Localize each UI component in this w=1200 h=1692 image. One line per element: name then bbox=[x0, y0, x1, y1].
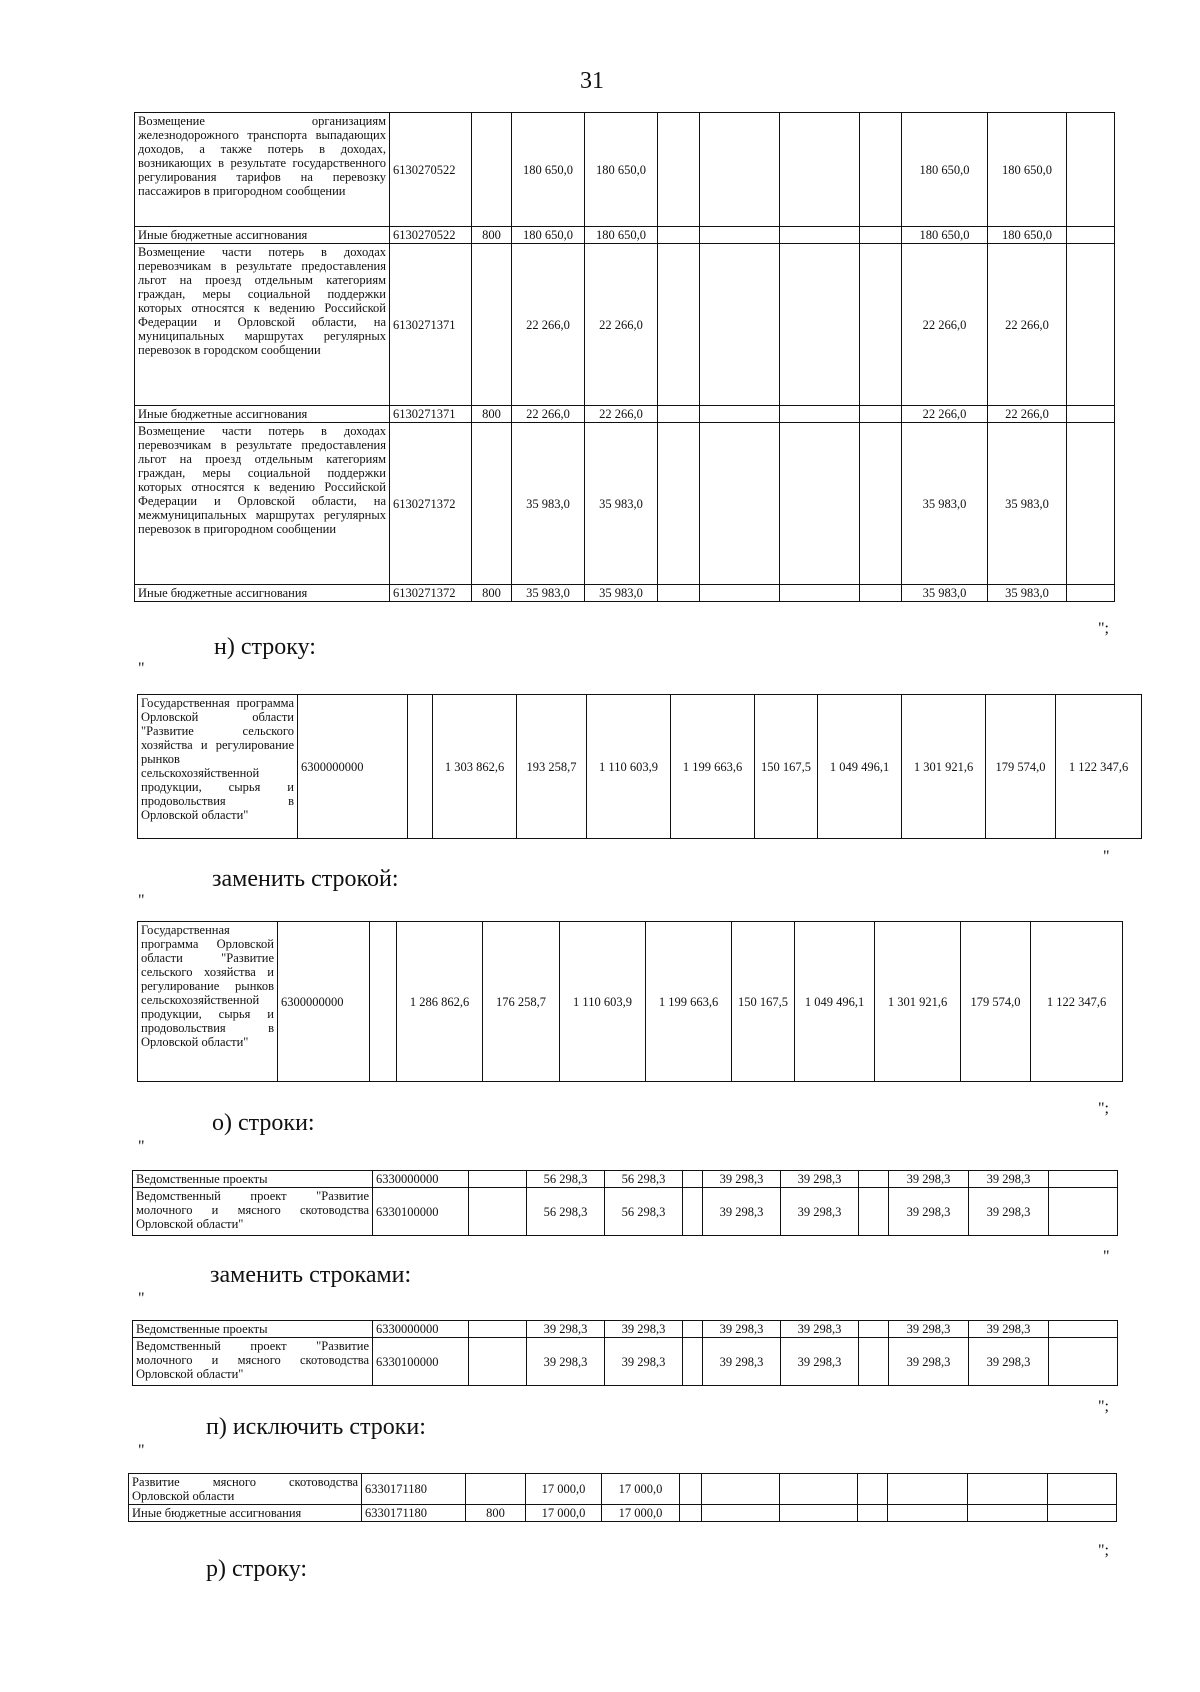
row-empty bbox=[1049, 1171, 1118, 1188]
row-value: 35 983,0 bbox=[988, 423, 1067, 585]
row-empty bbox=[700, 585, 780, 602]
row-empty bbox=[860, 585, 902, 602]
table-row bbox=[133, 1338, 1118, 1386]
row-value: 56 298,3 bbox=[527, 1188, 605, 1236]
row-empty bbox=[658, 244, 700, 406]
program-value: 1 049 496,1 bbox=[795, 922, 875, 1082]
row-empty bbox=[968, 1505, 1048, 1522]
row-name: Ведомственные проекты bbox=[133, 1171, 373, 1188]
row-empty bbox=[700, 244, 780, 406]
row-empty bbox=[860, 227, 902, 244]
row-value: 17 000,0 bbox=[602, 1505, 680, 1522]
opening-quote: " bbox=[138, 1138, 145, 1155]
row-empty bbox=[700, 227, 780, 244]
row-value: 56 298,3 bbox=[605, 1171, 683, 1188]
row-name: Возмещение части потерь в доходах перевозчикам в результате предоставления льгот на проезд отдельным категориям граждан, меры социальной поддержки которых относятся к ведению Российской Федерации и Орловской области, на межмуниципальных маршрутах регулярных перевозок в пригородном сообщении bbox=[135, 423, 390, 585]
section-heading-replace: заменить строкой: bbox=[212, 866, 399, 892]
row-value: 39 298,3 bbox=[605, 1321, 683, 1338]
row-empty bbox=[780, 1505, 858, 1522]
program-vr bbox=[370, 922, 397, 1082]
row-empty bbox=[1067, 227, 1115, 244]
row-value: 22 266,0 bbox=[902, 406, 988, 423]
row-vr bbox=[469, 1338, 527, 1386]
row-value: 39 298,3 bbox=[703, 1171, 781, 1188]
row-value: 39 298,3 bbox=[703, 1338, 781, 1386]
section-heading-n: н) строку: bbox=[214, 634, 316, 660]
table-row bbox=[138, 695, 1142, 839]
row-empty bbox=[780, 423, 860, 585]
page-number: 31 bbox=[580, 68, 604, 94]
row-empty bbox=[683, 1321, 703, 1338]
row-code: 6330100000 bbox=[373, 1338, 469, 1386]
row-empty bbox=[1067, 406, 1115, 423]
row-empty bbox=[860, 113, 902, 227]
row-value: 35 983,0 bbox=[585, 423, 658, 585]
row-code: 6130271372 bbox=[390, 423, 472, 585]
row-vr: 800 bbox=[472, 585, 512, 602]
table-row bbox=[135, 406, 1115, 423]
program-value: 1 110 603,9 bbox=[587, 695, 671, 839]
row-value: 22 266,0 bbox=[512, 406, 585, 423]
table-row bbox=[133, 1321, 1118, 1338]
row-value: 35 983,0 bbox=[902, 423, 988, 585]
row-name: Развитие мясного скотоводства Орловской области bbox=[129, 1474, 362, 1505]
row-empty bbox=[1049, 1188, 1118, 1236]
row-empty bbox=[780, 244, 860, 406]
row-value: 39 298,3 bbox=[889, 1321, 969, 1338]
row-empty bbox=[1049, 1321, 1118, 1338]
row-value: 39 298,3 bbox=[969, 1338, 1049, 1386]
row-value: 39 298,3 bbox=[889, 1171, 969, 1188]
program-value: 1 049 496,1 bbox=[818, 695, 902, 839]
program-name: Государственная программа Орловской области "Развитие сельского хозяйства и регулирование рынков сельскохозяйственной продукции, сырья и продовольствия в Орловской области" bbox=[138, 922, 278, 1082]
row-empty bbox=[680, 1474, 702, 1505]
row-vr bbox=[469, 1171, 527, 1188]
row-value: 180 650,0 bbox=[585, 227, 658, 244]
closing-quote: "; bbox=[1098, 1542, 1109, 1559]
row-empty bbox=[860, 406, 902, 423]
row-empty bbox=[780, 113, 860, 227]
row-code: 6130270522 bbox=[390, 227, 472, 244]
row-name: Иные бюджетные ассигнования bbox=[135, 227, 390, 244]
closing-quote: " bbox=[1103, 1248, 1110, 1265]
row-value: 180 650,0 bbox=[512, 113, 585, 227]
program-value: 1 199 663,6 bbox=[671, 695, 755, 839]
row-value: 22 266,0 bbox=[988, 244, 1067, 406]
closing-quote: "; bbox=[1098, 620, 1109, 637]
row-value: 39 298,3 bbox=[781, 1338, 859, 1386]
row-value: 56 298,3 bbox=[527, 1171, 605, 1188]
row-empty bbox=[658, 406, 700, 423]
row-vr bbox=[469, 1188, 527, 1236]
row-value: 39 298,3 bbox=[605, 1338, 683, 1386]
table-row bbox=[135, 423, 1115, 585]
program-value: 1 122 347,6 bbox=[1056, 695, 1142, 839]
program-code: 6300000000 bbox=[298, 695, 408, 839]
row-value: 180 650,0 bbox=[585, 113, 658, 227]
row-empty bbox=[700, 406, 780, 423]
row-vr: 800 bbox=[472, 406, 512, 423]
row-value: 17 000,0 bbox=[526, 1505, 602, 1522]
row-empty bbox=[1049, 1338, 1118, 1386]
row-name: Ведомственные проекты bbox=[133, 1321, 373, 1338]
row-empty bbox=[683, 1188, 703, 1236]
row-empty bbox=[858, 1505, 888, 1522]
row-empty bbox=[780, 585, 860, 602]
program-vr bbox=[408, 695, 433, 839]
row-value: 56 298,3 bbox=[605, 1188, 683, 1236]
row-value: 22 266,0 bbox=[902, 244, 988, 406]
row-value: 35 983,0 bbox=[585, 585, 658, 602]
row-value: 35 983,0 bbox=[988, 585, 1067, 602]
row-vr bbox=[466, 1474, 526, 1505]
row-code: 6130271371 bbox=[390, 244, 472, 406]
row-value: 39 298,3 bbox=[781, 1321, 859, 1338]
row-empty bbox=[859, 1321, 889, 1338]
row-code: 6330171180 bbox=[362, 1505, 466, 1522]
row-empty bbox=[780, 227, 860, 244]
row-value: 180 650,0 bbox=[902, 227, 988, 244]
table-row bbox=[135, 585, 1115, 602]
program-value: 179 574,0 bbox=[986, 695, 1056, 839]
opening-quote: " bbox=[138, 1290, 145, 1307]
budget-table-program-replacement bbox=[137, 921, 1123, 1082]
row-empty bbox=[658, 227, 700, 244]
table-row bbox=[135, 113, 1115, 227]
row-value: 17 000,0 bbox=[526, 1474, 602, 1505]
row-empty bbox=[700, 423, 780, 585]
closing-quote: "; bbox=[1098, 1398, 1109, 1415]
row-value: 180 650,0 bbox=[512, 227, 585, 244]
row-empty bbox=[1067, 423, 1115, 585]
table-row bbox=[129, 1505, 1117, 1522]
row-value: 39 298,3 bbox=[527, 1338, 605, 1386]
row-empty bbox=[888, 1474, 968, 1505]
row-empty bbox=[658, 585, 700, 602]
program-value: 1 286 862,6 bbox=[397, 922, 483, 1082]
row-value: 22 266,0 bbox=[988, 406, 1067, 423]
row-empty bbox=[968, 1474, 1048, 1505]
row-empty bbox=[702, 1505, 780, 1522]
row-empty bbox=[1048, 1505, 1117, 1522]
row-vr: 800 bbox=[466, 1505, 526, 1522]
budget-table-program-original bbox=[137, 694, 1142, 839]
budget-table-projects-original bbox=[132, 1170, 1118, 1236]
row-empty bbox=[1067, 585, 1115, 602]
row-empty bbox=[780, 406, 860, 423]
program-code: 6300000000 bbox=[278, 922, 370, 1082]
table-row bbox=[129, 1474, 1117, 1505]
row-name: Иные бюджетные ассигнования bbox=[135, 585, 390, 602]
row-value: 22 266,0 bbox=[585, 406, 658, 423]
row-vr: 800 bbox=[472, 227, 512, 244]
program-name: Государственная программа Орловской области "Развитие сельского хозяйства и регулирование рынков сельскохозяйственной продукции, сырья и продовольствия в Орловской области" bbox=[138, 695, 298, 839]
table-row bbox=[138, 922, 1123, 1082]
row-code: 6130270522 bbox=[390, 113, 472, 227]
program-value: 1 122 347,6 bbox=[1031, 922, 1123, 1082]
closing-quote: "; bbox=[1098, 1100, 1109, 1117]
section-heading-replace-rows: заменить строками: bbox=[210, 1262, 412, 1288]
row-empty bbox=[888, 1505, 968, 1522]
row-empty bbox=[858, 1474, 888, 1505]
opening-quote: " bbox=[138, 1442, 145, 1459]
row-value: 39 298,3 bbox=[703, 1188, 781, 1236]
table-row bbox=[133, 1171, 1118, 1188]
row-value: 180 650,0 bbox=[902, 113, 988, 227]
section-heading-r: р) строку: bbox=[206, 1556, 308, 1582]
row-empty bbox=[1048, 1474, 1117, 1505]
row-empty bbox=[859, 1338, 889, 1386]
program-value: 1 301 921,6 bbox=[902, 695, 986, 839]
budget-table-projects-replacement bbox=[132, 1320, 1118, 1386]
opening-quote: " bbox=[138, 660, 145, 677]
row-empty bbox=[860, 423, 902, 585]
row-value: 39 298,3 bbox=[703, 1321, 781, 1338]
row-name: Иные бюджетные ассигнования bbox=[129, 1505, 362, 1522]
row-value: 39 298,3 bbox=[781, 1171, 859, 1188]
row-empty bbox=[658, 113, 700, 227]
section-heading-p: п) исключить строки: bbox=[206, 1414, 426, 1440]
row-empty bbox=[700, 113, 780, 227]
row-name: Иные бюджетные ассигнования bbox=[135, 406, 390, 423]
row-value: 35 983,0 bbox=[512, 585, 585, 602]
row-empty bbox=[1067, 244, 1115, 406]
budget-table-excluded-rows bbox=[128, 1473, 1117, 1522]
row-name: Возмещение части потерь в доходах перевозчикам в результате предоставления льгот на проезд отдельным категориям граждан, меры социальной поддержки которых относятся к ведению Российской Федерации и Орловской области, на муниципальных маршрутах регулярных перевозок в городском сообщении bbox=[135, 244, 390, 406]
row-vr bbox=[472, 244, 512, 406]
row-value: 35 983,0 bbox=[902, 585, 988, 602]
row-code: 6330171180 bbox=[362, 1474, 466, 1505]
program-value: 150 167,5 bbox=[755, 695, 818, 839]
row-code: 6130271371 bbox=[390, 406, 472, 423]
row-name: Ведомственный проект "Развитие молочного и мясного скотоводства Орловской области" bbox=[133, 1338, 373, 1386]
row-name: Возмещение организациям железнодорожного транспорта выпадающих доходов, а также потерь в доходах, возникающих в результате государственного регулирования тарифов на перевозку пассажиров в пригородном сообщении bbox=[135, 113, 390, 227]
row-empty bbox=[702, 1474, 780, 1505]
row-code: 6330000000 bbox=[373, 1321, 469, 1338]
row-empty bbox=[859, 1171, 889, 1188]
row-code: 6330000000 bbox=[373, 1171, 469, 1188]
row-value: 39 298,3 bbox=[969, 1188, 1049, 1236]
row-value: 39 298,3 bbox=[527, 1321, 605, 1338]
row-value: 39 298,3 bbox=[969, 1171, 1049, 1188]
row-empty bbox=[780, 1474, 858, 1505]
program-value: 1 303 862,6 bbox=[433, 695, 517, 839]
row-value: 22 266,0 bbox=[512, 244, 585, 406]
row-value: 39 298,3 bbox=[969, 1321, 1049, 1338]
row-empty bbox=[658, 423, 700, 585]
program-value: 193 258,7 bbox=[517, 695, 587, 839]
row-empty bbox=[860, 244, 902, 406]
row-name: Ведомственный проект "Развитие молочного и мясного скотоводства Орловской области" bbox=[133, 1188, 373, 1236]
row-vr bbox=[469, 1321, 527, 1338]
row-value: 35 983,0 bbox=[512, 423, 585, 585]
row-value: 180 650,0 bbox=[988, 227, 1067, 244]
program-value: 1 301 921,6 bbox=[875, 922, 961, 1082]
row-value: 17 000,0 bbox=[602, 1474, 680, 1505]
row-value: 180 650,0 bbox=[988, 113, 1067, 227]
table-row bbox=[135, 227, 1115, 244]
row-value: 22 266,0 bbox=[585, 244, 658, 406]
row-value: 39 298,3 bbox=[781, 1188, 859, 1236]
program-value: 1 110 603,9 bbox=[560, 922, 646, 1082]
row-code: 6330100000 bbox=[373, 1188, 469, 1236]
program-value: 176 258,7 bbox=[483, 922, 560, 1082]
program-value: 1 199 663,6 bbox=[646, 922, 732, 1082]
row-vr bbox=[472, 423, 512, 585]
program-value: 179 574,0 bbox=[961, 922, 1031, 1082]
opening-quote: " bbox=[138, 892, 145, 909]
row-vr bbox=[472, 113, 512, 227]
table-row bbox=[135, 244, 1115, 406]
row-value: 39 298,3 bbox=[889, 1338, 969, 1386]
closing-quote: " bbox=[1103, 848, 1110, 865]
row-value: 39 298,3 bbox=[889, 1188, 969, 1236]
section-heading-o: о) строки: bbox=[212, 1110, 315, 1136]
row-empty bbox=[683, 1171, 703, 1188]
budget-table-transport bbox=[134, 112, 1115, 602]
program-value: 150 167,5 bbox=[732, 922, 795, 1082]
row-empty bbox=[683, 1338, 703, 1386]
row-empty bbox=[859, 1188, 889, 1236]
table-row bbox=[133, 1188, 1118, 1236]
row-empty bbox=[1067, 113, 1115, 227]
row-empty bbox=[680, 1505, 702, 1522]
row-code: 6130271372 bbox=[390, 585, 472, 602]
